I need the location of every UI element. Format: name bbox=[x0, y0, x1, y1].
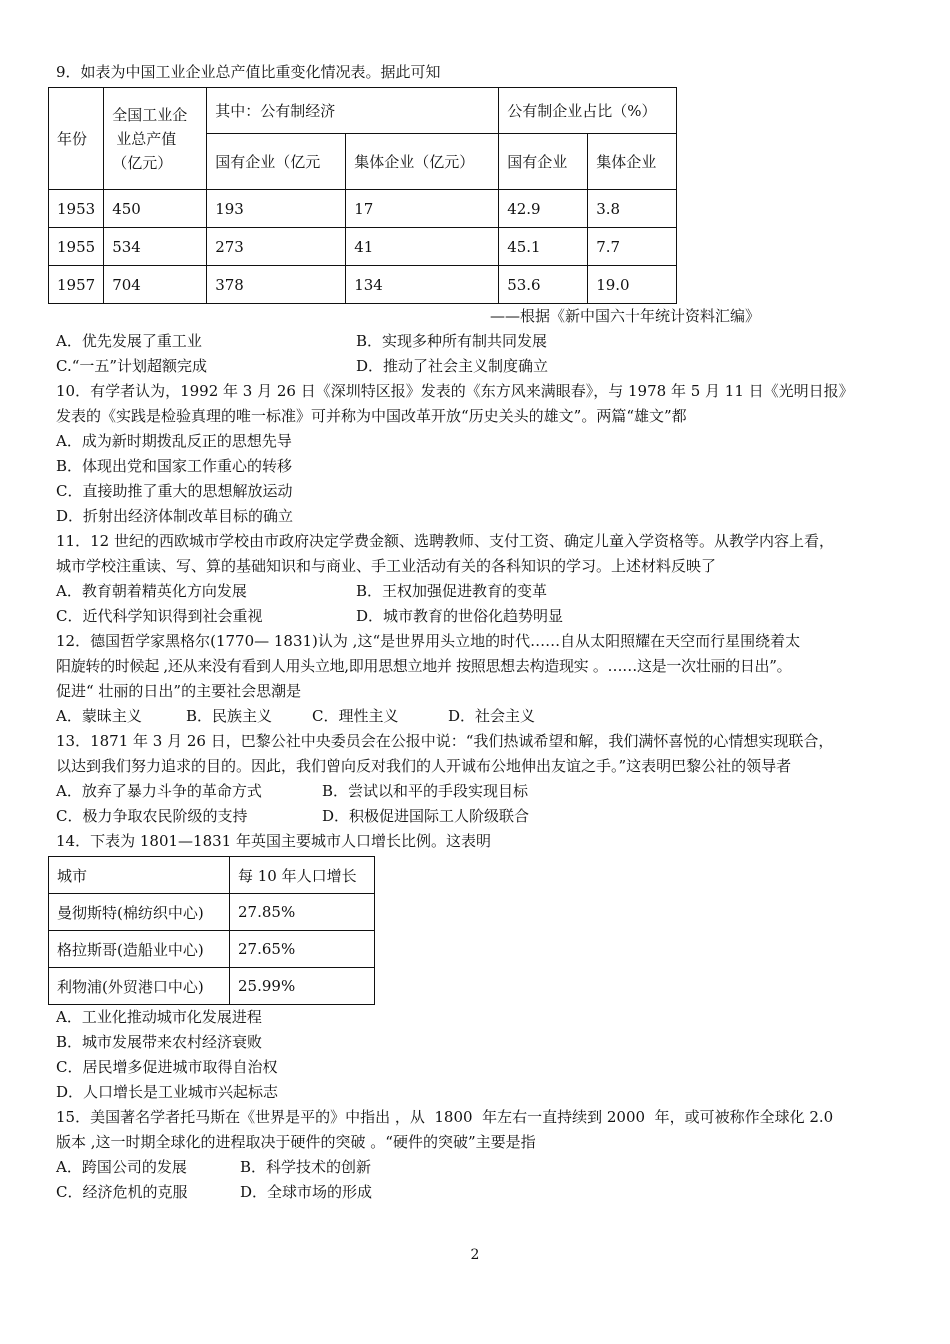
header-public-economy: 其中：公有制经济 bbox=[207, 88, 499, 134]
question-stem: 9．如表为中国工业企业总产值比重变化情况表。据此可知 bbox=[56, 63, 441, 81]
header-year: 年份 bbox=[49, 88, 104, 190]
options-row bbox=[56, 1155, 906, 1180]
table-source: ——根据《新中国六十年统计资料汇编》 bbox=[489, 307, 760, 325]
table-row: 1953 450 193 17 42.9 3.8 bbox=[49, 190, 677, 228]
options-row bbox=[56, 329, 906, 354]
table-row: 曼彻斯特(棉纺织中心) 27.85% bbox=[49, 894, 375, 931]
question-stem-line: 以达到我们努力追求的目的。因此，我们曾向反对我们的人开诚布公地伸出友谊之手。”这表明巴黎公社的领导者 bbox=[56, 757, 792, 775]
question-11 bbox=[56, 529, 906, 629]
question-stem-line: 促进“ 壮丽的日出”的主要社会思潮是 bbox=[56, 682, 302, 700]
option-c: C．近代科学知识得到社会重视 bbox=[56, 607, 263, 625]
table-row: 1955 534 273 41 45.1 7.7 bbox=[49, 228, 677, 266]
option-a: A．教育朝着精英化方向发展 bbox=[56, 582, 247, 600]
option-b: B．体现出党和国家工作重心的转移 bbox=[56, 457, 293, 475]
option-d: D．折射出经济体制改革目标的确立 bbox=[56, 507, 294, 525]
option-d: D．积极促进国际工人阶级联合 bbox=[322, 807, 530, 825]
city-population-table bbox=[48, 856, 375, 1005]
question-stem: 14．下表为 1801—1831 年英国主要城市人口增长比例。这表明 bbox=[56, 832, 491, 850]
question-stem-line: 城市学校注重读、写、算的基础知识和与商业、手工业活动有关的各科知识的学习。上述材料反映了 bbox=[56, 557, 717, 575]
question-stem-line: 12．德国哲学家黑格尔(1770— 1831)认为 ,这“是世界用头立地的时代……自从太阳照耀在天空而行星围绕着太 bbox=[56, 632, 801, 650]
table-row: 利物浦(外贸港口中心) 25.99% bbox=[49, 968, 375, 1005]
option-c: C．直接助推了重大的思想解放运动 bbox=[56, 482, 293, 500]
question-9 bbox=[56, 60, 906, 379]
question-stem-line: 阳旋转的时候起 ,还从来没有看到人用头立地,即用思想立地并 按照思想去构造现实 。……这是一次壮丽的日出”。 bbox=[56, 657, 792, 675]
options-row bbox=[56, 1180, 906, 1205]
header-state-share: 国有企业 bbox=[499, 134, 588, 190]
question-12 bbox=[56, 629, 906, 729]
option-a: A．工业化推动城市化发展进程 bbox=[56, 1008, 262, 1026]
options-row bbox=[56, 579, 906, 604]
header-state-owned: 国有企业（亿元 bbox=[207, 134, 346, 190]
option-c: C.“一五”计划超额完成 bbox=[56, 357, 208, 375]
option-b: B．民族主义 bbox=[186, 707, 273, 725]
header-collective: 集体企业（亿元） bbox=[346, 134, 499, 190]
table-row: 格拉斯哥(造船业中心) 27.65% bbox=[49, 931, 375, 968]
question-stem-line: 10．有学者认为，1992 年 3 月 26 日《深圳特区报》发表的《东方风来满眼春》，与 1978 年 5 月 11 日《光明日报》 bbox=[56, 382, 854, 400]
question-stem-line: 11．12 世纪的西欧城市学校由市政府决定学费金额、选聘教师、支付工资、确定儿童入学资格等。从教学内容上看， bbox=[56, 532, 834, 550]
option-d: D．推动了社会主义制度确立 bbox=[356, 357, 549, 375]
option-a: A．蒙昧主义 bbox=[56, 707, 142, 725]
option-b: B．尝试以和平的手段实现目标 bbox=[322, 782, 529, 800]
industry-output-table bbox=[48, 87, 677, 304]
table-row: 1957 704 378 134 53.6 19.0 bbox=[49, 266, 677, 304]
question-13 bbox=[56, 729, 906, 829]
question-stem-line: 发表的《实践是检验真理的唯一标准》可并称为中国改革开放“历史关头的雄文”。两篇“雄文”都 bbox=[56, 407, 687, 425]
option-d: D．城市教育的世俗化趋势明显 bbox=[356, 607, 564, 625]
question-stem-line: 版本 ,这一时期全球化的进程取决于硬件的突破 。“硬件的突破”主要是指 bbox=[56, 1133, 536, 1151]
option-c: C．极力争取农民阶级的支持 bbox=[56, 807, 248, 825]
option-d: D．人口增长是工业城市兴起标志 bbox=[56, 1083, 279, 1101]
option-c: C．经济危机的克服 bbox=[56, 1183, 188, 1201]
option-b: B．王权加强促进教育的变革 bbox=[356, 582, 548, 600]
option-a: A．成为新时期拨乱反正的思想先导 bbox=[56, 432, 292, 450]
option-b: B．城市发展带来农村经济衰败 bbox=[56, 1033, 263, 1051]
question-10 bbox=[56, 379, 906, 529]
option-c: C．居民增多促进城市取得自治权 bbox=[56, 1058, 278, 1076]
option-a: A．优先发展了重工业 bbox=[56, 332, 202, 350]
option-b: B．实现多种所有制共同发展 bbox=[356, 332, 548, 350]
question-stem-line: 13．1871 年 3 月 26 日，巴黎公社中央委员会在公报中说：“我们热诚希望和解，我们满怀喜悦的心情想实现联合， bbox=[56, 732, 834, 750]
options-row bbox=[56, 779, 906, 804]
option-c: C．理性主义 bbox=[312, 707, 399, 725]
question-14 bbox=[56, 829, 906, 1105]
option-b: B．科学技术的创新 bbox=[240, 1158, 372, 1176]
header-collective-share: 集体企业 bbox=[588, 134, 677, 190]
page-number: 2 bbox=[470, 1247, 480, 1263]
header-total-output: 全国工业企 业总产值 （亿元） bbox=[104, 88, 207, 190]
exam-page bbox=[56, 60, 906, 1205]
question-15 bbox=[56, 1105, 906, 1205]
options-row bbox=[56, 704, 906, 729]
option-d: D．社会主义 bbox=[448, 707, 536, 725]
header-public-share: 公有制企业占比（%） bbox=[499, 88, 677, 134]
option-a: A．跨国公司的发展 bbox=[56, 1158, 187, 1176]
options-row bbox=[56, 354, 906, 379]
option-a: A．放弃了暴力斗争的革命方式 bbox=[56, 782, 262, 800]
options-row bbox=[56, 604, 906, 629]
options-row bbox=[56, 804, 906, 829]
header-growth: 每 10 年人口增长 bbox=[230, 857, 375, 894]
option-d: D．全球市场的形成 bbox=[240, 1183, 373, 1201]
question-stem-line: 15．美国著名学者托马斯在《世界是平的》中指出 ，从 1800 年左右一直持续到 2000 年，或可被称作全球化 2.0 bbox=[56, 1108, 834, 1126]
header-city: 城市 bbox=[49, 857, 230, 894]
